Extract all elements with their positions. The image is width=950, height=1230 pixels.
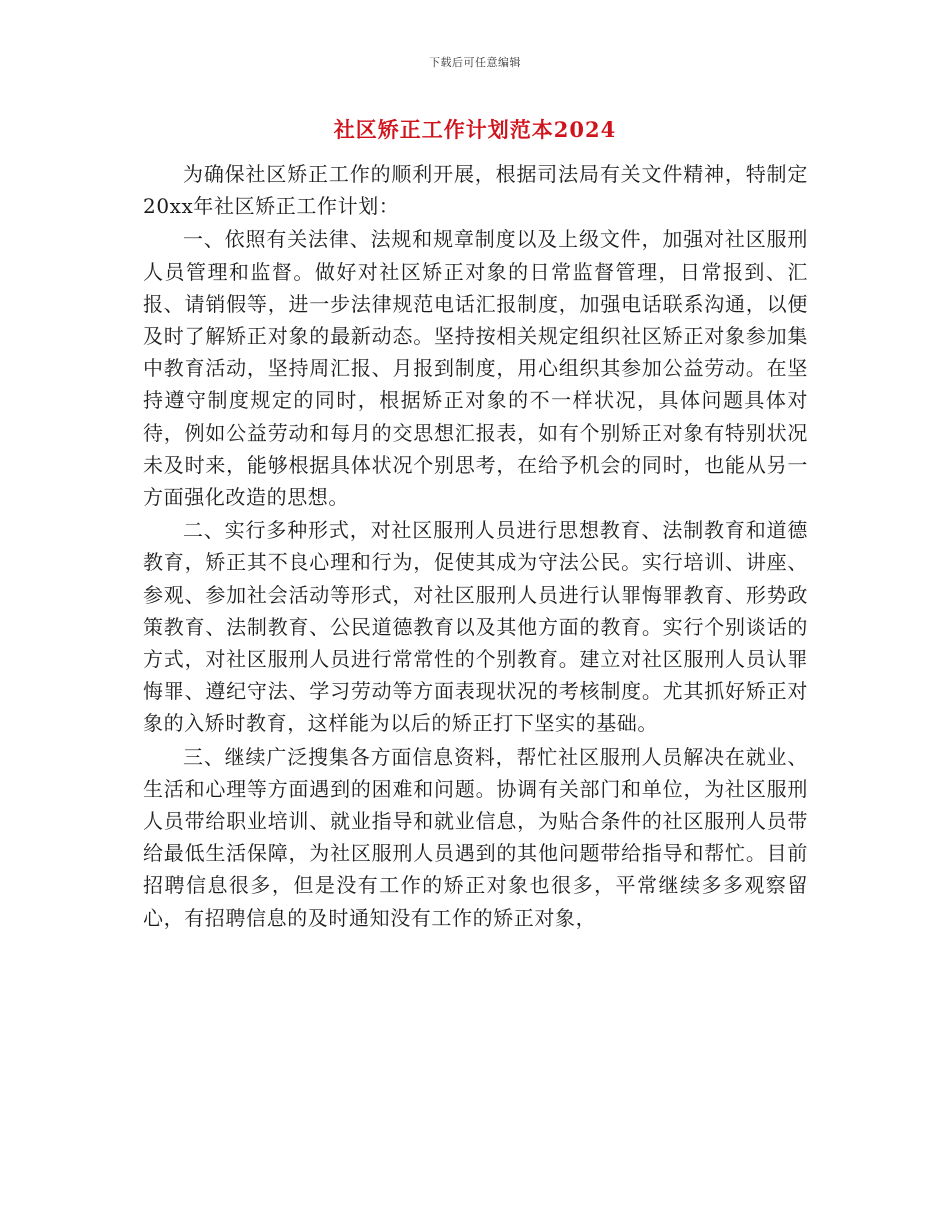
paragraph-section-2: 二、实行多种形式，对社区服刑人员进行思想教育、法制教育和道德教育，矫正其不良心理和行为，促使其成为守法公民。实行培训、讲座、参观、参加社会活动等形式，对社区服刑人员进行认罪悔罪教育、形势政策教育、法制教育、公民道德教育以及其他方面的教育。实行个别谈话的方式，对社区服刑人员进行常常性的个别教育。建立对社区服刑人员认罪悔罪、遵纪守法、学习劳动等方面表现状况的考核制度。尤其抓好矫正对象的入矫时教育，这样能为以后的矫正打下坚实的基础。: [143, 518, 808, 736]
header-note: 下载后可任意编辑: [429, 56, 521, 69]
paragraph-intro: 为确保社区矫正工作的顺利开展，根据司法局有关文件精神，特制定20xx年社区矫正工作计划：: [143, 162, 808, 219]
document-title: 社区矫正工作计划范本2024: [333, 117, 617, 142]
paragraph-section-1: 一、依照有关法律、法规和规章制度以及上级文件，加强对社区服刑人员管理和监督。做好对社区矫正对象的日常监督管理，日常报到、汇报、请销假等，进一步法律规范电话汇报制度，加强电话联系沟通，以便及时了解矫正对象的最新动态。坚持按相关规定组织社区矫正对象参加集中教育活动，坚持周汇报、月报到制度，用心组织其参加公益劳动。在坚持遵守制度规定的同时，根据矫正对象的不一样状况，具体问题具体对待，例如公益劳动和每月的交思想汇报表，如有个别矫正对象有特别状况未及时来，能够根据具体状况个别思考，在给予机会的同时，也能从另一方面强化改造的思想。: [143, 227, 808, 510]
paragraph-section-3: 三、继续广泛搜集各方面信息资料，帮忙社区服刑人员解决在就业、生活和心理等方面遇到的困难和问题。协调有关部门和单位，为社区服刑人员带给职业培训、就业指导和就业信息，为贴合条件的社区服刑人员带给最低生活保障，为社区服刑人员遇到的其他问题带给指导和帮忙。目前招聘信息很多，但是没有工作的矫正对象也很多，平常继续多多观察留心，有招聘信息的及时通知没有工作的矫正对象，: [143, 744, 808, 930]
document-body: [143, 158, 808, 935]
